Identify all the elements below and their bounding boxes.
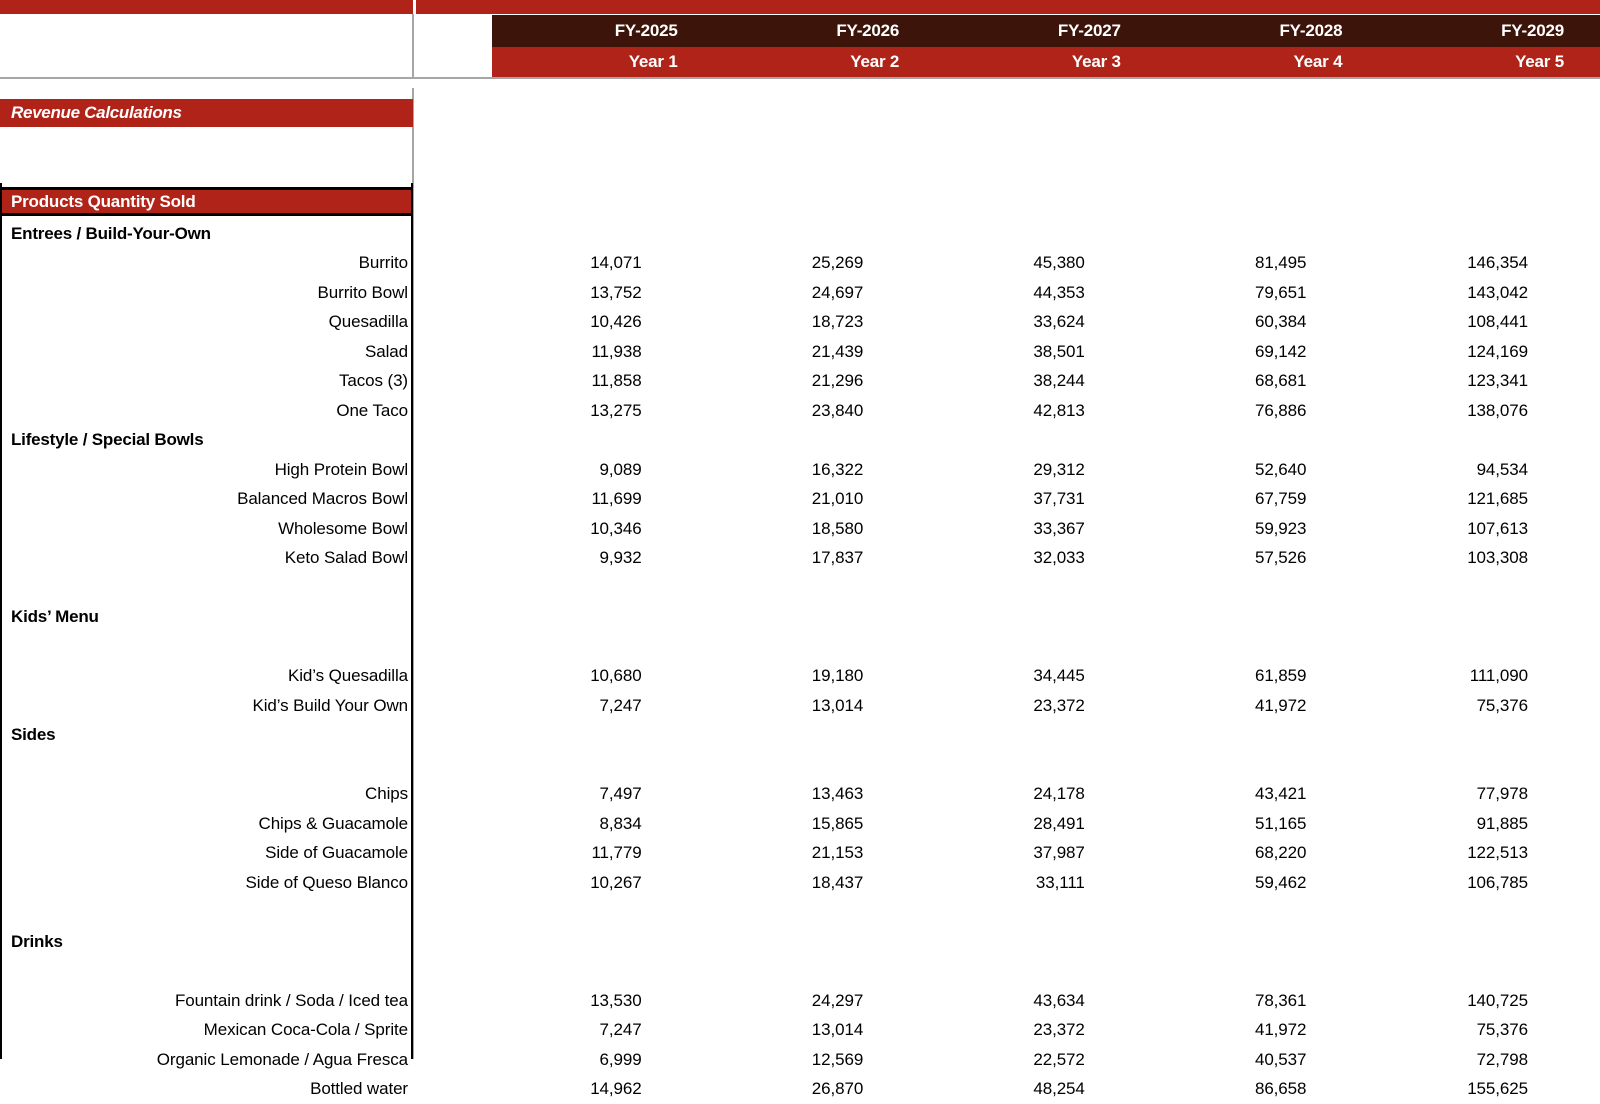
- quantity-value: 138,076: [1378, 401, 1600, 421]
- column-header-year: Year 2: [714, 52, 936, 72]
- quantity-value: 42,813: [935, 401, 1157, 421]
- quantity-value: 22,572: [935, 1050, 1157, 1070]
- column-header-fiscal-year: FY-2027: [935, 21, 1157, 41]
- quantity-value: 111,090: [1378, 666, 1600, 686]
- quantity-value: 60,384: [1157, 312, 1379, 332]
- product-label: Mexican Coca-Cola / Sprite: [0, 1020, 411, 1040]
- quantity-value: 59,923: [1157, 519, 1379, 539]
- quantity-value: 13,275: [492, 401, 714, 421]
- table-row: [0, 396, 1600, 426]
- top-red-strip-right: [416, 0, 1600, 14]
- table-spacer-row: [0, 898, 1600, 928]
- quantity-value: 103,308: [1378, 548, 1600, 568]
- table-row: [0, 455, 1600, 485]
- quantity-value: 81,495: [1157, 253, 1379, 273]
- products-quantity-sold-label: Products Quantity Sold: [11, 192, 196, 212]
- quantity-value: 13,530: [492, 991, 714, 1011]
- quantity-value: 41,972: [1157, 696, 1379, 716]
- quantity-value: 61,859: [1157, 666, 1379, 686]
- table-row: [0, 662, 1600, 692]
- quantity-value: 16,322: [714, 460, 936, 480]
- product-label: One Taco: [0, 401, 411, 421]
- column-header-fiscal-year: FY-2026: [714, 21, 936, 41]
- quantity-value: 13,463: [714, 784, 936, 804]
- revenue-calculations-banner: [0, 99, 413, 127]
- table-row: [0, 426, 1600, 456]
- quantity-value: 18,580: [714, 519, 936, 539]
- quantity-value: 13,014: [714, 1020, 936, 1040]
- column-header-year: Year 3: [935, 52, 1157, 72]
- quantity-value: 69,142: [1157, 342, 1379, 362]
- quantity-value: 7,497: [492, 784, 714, 804]
- product-label: Bottled water: [0, 1079, 411, 1099]
- quantity-value: 10,346: [492, 519, 714, 539]
- quantity-value: 44,353: [935, 283, 1157, 303]
- product-label: Organic Lemonade / Agua Fresca: [0, 1050, 411, 1070]
- quantity-value: 38,244: [935, 371, 1157, 391]
- product-label: High Protein Bowl: [0, 460, 411, 480]
- quantity-value: 21,153: [714, 843, 936, 863]
- quantity-value: 8,834: [492, 814, 714, 834]
- quantity-value: 121,685: [1378, 489, 1600, 509]
- quantity-value: 10,680: [492, 666, 714, 686]
- quantity-value: 37,987: [935, 843, 1157, 863]
- quantity-value: 75,376: [1378, 1020, 1600, 1040]
- quantity-value: 13,752: [492, 283, 714, 303]
- quantity-value: 12,569: [714, 1050, 936, 1070]
- product-label: Keto Salad Bowl: [0, 548, 411, 568]
- label-column-divider-header: [412, 14, 414, 78]
- quantity-sold-table: [0, 219, 1600, 1104]
- product-label: Burrito Bowl: [0, 283, 411, 303]
- product-label: Chips & Guacamole: [0, 814, 411, 834]
- quantity-value: 107,613: [1378, 519, 1600, 539]
- quantity-value: 38,501: [935, 342, 1157, 362]
- quantity-value: 37,731: [935, 489, 1157, 509]
- quantity-value: 40,537: [1157, 1050, 1379, 1070]
- table-row: [0, 986, 1600, 1016]
- table-spacer-row: [0, 573, 1600, 603]
- quantity-value: 76,886: [1157, 401, 1379, 421]
- quantity-value: 106,785: [1378, 873, 1600, 893]
- quantity-value: 48,254: [935, 1079, 1157, 1099]
- product-label: Fountain drink / Soda / Iced tea: [0, 991, 411, 1011]
- table-row: [0, 868, 1600, 898]
- product-label: Salad: [0, 342, 411, 362]
- category-label: Entrees / Build-Your-Own: [0, 224, 411, 244]
- table-row: [0, 514, 1600, 544]
- column-header-year: Year 4: [1157, 52, 1379, 72]
- quantity-value: 77,978: [1378, 784, 1600, 804]
- quantity-value: 7,247: [492, 1020, 714, 1040]
- quantity-value: 19,180: [714, 666, 936, 686]
- table-spacer-row: [0, 957, 1600, 987]
- quantity-value: 59,462: [1157, 873, 1379, 893]
- quantity-value: 41,972: [1157, 1020, 1379, 1040]
- quantity-value: 75,376: [1378, 696, 1600, 716]
- quantity-value: 52,640: [1157, 460, 1379, 480]
- product-label: Chips: [0, 784, 411, 804]
- quantity-value: 13,014: [714, 696, 936, 716]
- table-row: [0, 278, 1600, 308]
- quantity-value: 33,624: [935, 312, 1157, 332]
- table-row: [0, 308, 1600, 338]
- table-row: [0, 1045, 1600, 1075]
- category-label: Drinks: [0, 932, 411, 952]
- product-label: Kid’s Quesadilla: [0, 666, 411, 686]
- column-header-year: Year 5: [1378, 52, 1600, 72]
- quantity-value: 14,962: [492, 1079, 714, 1099]
- quantity-value: 24,697: [714, 283, 936, 303]
- product-label: Kid’s Build Your Own: [0, 696, 411, 716]
- year-header-row: [492, 47, 1600, 77]
- column-header-fiscal-year: FY-2028: [1157, 21, 1379, 41]
- quantity-value: 21,010: [714, 489, 936, 509]
- quantity-value: 45,380: [935, 253, 1157, 273]
- category-label: Lifestyle / Special Bowls: [0, 430, 411, 450]
- quantity-value: 25,269: [714, 253, 936, 273]
- table-spacer-row: [0, 632, 1600, 662]
- table-row: [0, 809, 1600, 839]
- table-row: [0, 927, 1600, 957]
- quantity-value: 18,723: [714, 312, 936, 332]
- column-header-year: Year 1: [492, 52, 714, 72]
- quantity-value: 6,999: [492, 1050, 714, 1070]
- top-red-strip-left: [0, 0, 413, 14]
- quantity-value: 26,870: [714, 1079, 936, 1099]
- quantity-value: 78,361: [1157, 991, 1379, 1011]
- quantity-value: 15,865: [714, 814, 936, 834]
- quantity-value: 21,296: [714, 371, 936, 391]
- quantity-value: 11,699: [492, 489, 714, 509]
- quantity-value: 140,725: [1378, 991, 1600, 1011]
- table-row: [0, 1075, 1600, 1104]
- quantity-value: 29,312: [935, 460, 1157, 480]
- quantity-value: 43,421: [1157, 784, 1379, 804]
- quantity-value: 34,445: [935, 666, 1157, 686]
- table-row: [0, 839, 1600, 869]
- column-header-fiscal-year: FY-2029: [1378, 21, 1600, 41]
- category-label: Kids’ Menu: [0, 607, 411, 627]
- quantity-value: 123,341: [1378, 371, 1600, 391]
- table-row: [0, 485, 1600, 515]
- quantity-value: 124,169: [1378, 342, 1600, 362]
- table-row: [0, 367, 1600, 397]
- quantity-value: 23,840: [714, 401, 936, 421]
- product-label: Wholesome Bowl: [0, 519, 411, 539]
- quantity-value: 11,858: [492, 371, 714, 391]
- product-label: Quesadilla: [0, 312, 411, 332]
- quantity-value: 23,372: [935, 696, 1157, 716]
- fiscal-year-header-row: [492, 15, 1600, 47]
- header-bottom-rule: [0, 77, 1600, 79]
- table-row: [0, 1016, 1600, 1046]
- table-row: [0, 691, 1600, 721]
- quantity-value: 24,178: [935, 784, 1157, 804]
- quantity-value: 143,042: [1378, 283, 1600, 303]
- quantity-value: 24,297: [714, 991, 936, 1011]
- table-spacer-row: [0, 750, 1600, 780]
- quantity-value: 155,625: [1378, 1079, 1600, 1099]
- quantity-value: 122,513: [1378, 843, 1600, 863]
- quantity-value: 146,354: [1378, 253, 1600, 273]
- quantity-value: 14,071: [492, 253, 714, 273]
- quantity-value: 23,372: [935, 1020, 1157, 1040]
- quantity-value: 9,089: [492, 460, 714, 480]
- quantity-value: 32,033: [935, 548, 1157, 568]
- quantity-value: 10,267: [492, 873, 714, 893]
- products-quantity-sold-banner: [0, 187, 413, 216]
- quantity-value: 57,526: [1157, 548, 1379, 568]
- product-label: Balanced Macros Bowl: [0, 489, 411, 509]
- quantity-value: 68,681: [1157, 371, 1379, 391]
- table-row: [0, 544, 1600, 574]
- quantity-value: 79,651: [1157, 283, 1379, 303]
- category-label: Sides: [0, 725, 411, 745]
- quantity-value: 28,491: [935, 814, 1157, 834]
- product-label: Side of Guacamole: [0, 843, 411, 863]
- product-label: Tacos (3): [0, 371, 411, 391]
- quantity-value: 51,165: [1157, 814, 1379, 834]
- quantity-value: 72,798: [1378, 1050, 1600, 1070]
- table-row: [0, 219, 1600, 249]
- quantity-value: 33,111: [935, 873, 1157, 893]
- quantity-value: 11,938: [492, 342, 714, 362]
- revenue-calculations-label: Revenue Calculations: [11, 103, 182, 123]
- quantity-value: 86,658: [1157, 1079, 1379, 1099]
- table-row: [0, 780, 1600, 810]
- column-header-fiscal-year: FY-2025: [492, 21, 714, 41]
- quantity-value: 10,426: [492, 312, 714, 332]
- quantity-value: 68,220: [1157, 843, 1379, 863]
- quantity-value: 21,439: [714, 342, 936, 362]
- quantity-value: 91,885: [1378, 814, 1600, 834]
- quantity-value: 108,441: [1378, 312, 1600, 332]
- table-row: [0, 603, 1600, 633]
- table-row: [0, 721, 1600, 751]
- quantity-value: 11,779: [492, 843, 714, 863]
- quantity-value: 33,367: [935, 519, 1157, 539]
- product-label: Burrito: [0, 253, 411, 273]
- quantity-value: 43,634: [935, 991, 1157, 1011]
- quantity-value: 7,247: [492, 696, 714, 716]
- product-label: Side of Queso Blanco: [0, 873, 411, 893]
- table-row: [0, 337, 1600, 367]
- quantity-value: 17,837: [714, 548, 936, 568]
- quantity-value: 67,759: [1157, 489, 1379, 509]
- quantity-value: 9,932: [492, 548, 714, 568]
- quantity-value: 94,534: [1378, 460, 1600, 480]
- table-row: [0, 249, 1600, 279]
- quantity-value: 18,437: [714, 873, 936, 893]
